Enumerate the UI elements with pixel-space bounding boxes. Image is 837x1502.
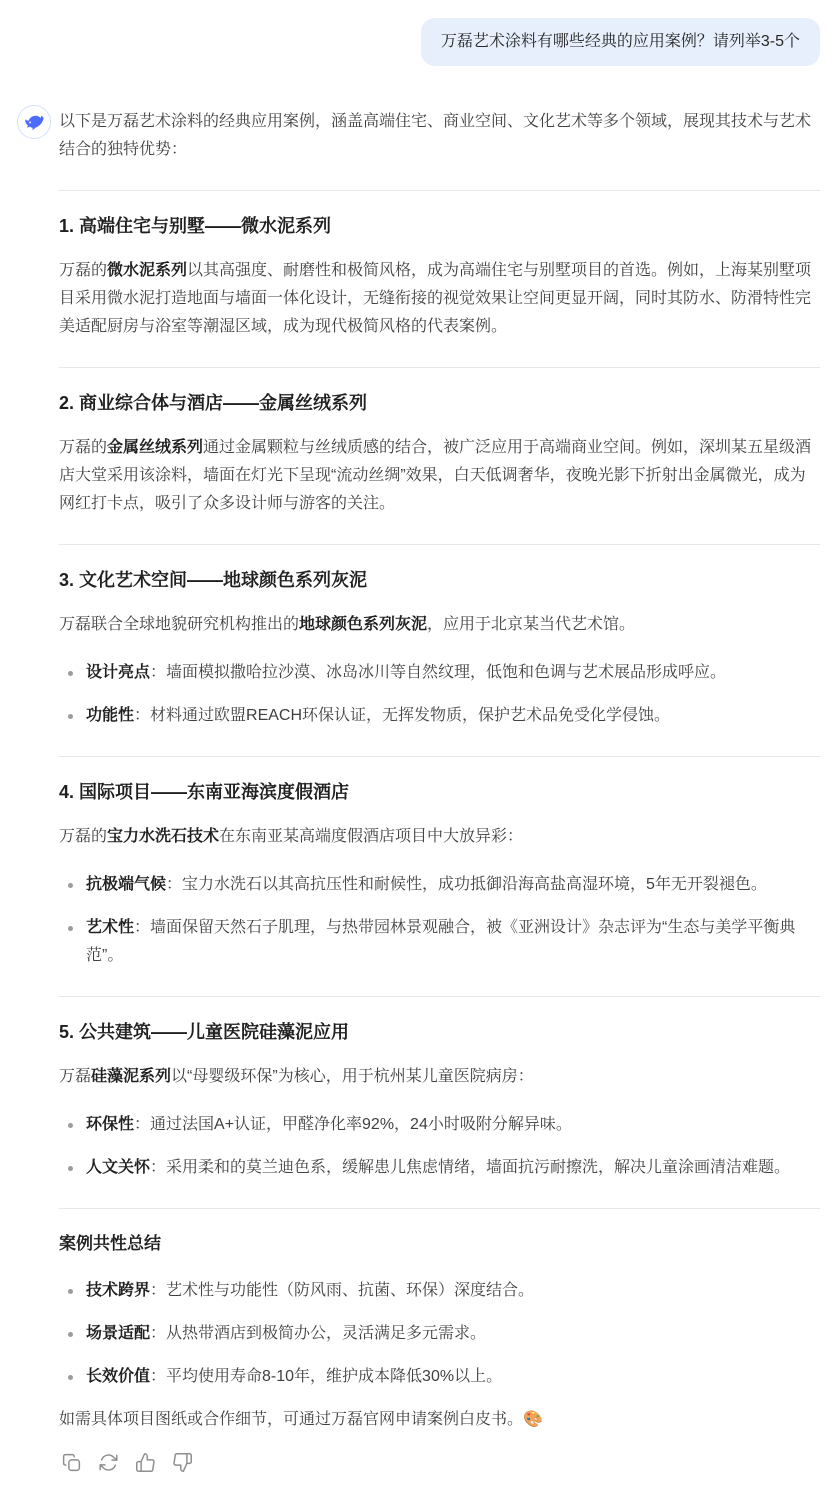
message-action-bar xyxy=(59,1450,820,1474)
section-divider xyxy=(59,190,820,191)
assistant-avatar xyxy=(17,105,51,139)
paragraph-bold-term: 硅藻泥系列 xyxy=(91,1068,172,1085)
assistant-message-content xyxy=(59,103,820,1474)
bullet-item xyxy=(59,702,820,730)
section-divider xyxy=(59,1208,820,1209)
section-paragraph xyxy=(59,1063,820,1091)
bullet-text: ：宝力水洗石以其高抗压性和耐候性，成功抵御沿海高盐高湿环境，5年无开裂褪色。 xyxy=(166,876,767,893)
paragraph-bold-term: 地球颜色系列灰泥 xyxy=(299,616,428,633)
bullet-text: ：平均使用寿命8-10年，维护成本降低30%以上。 xyxy=(150,1368,503,1385)
bullet-item xyxy=(59,1111,820,1139)
section-paragraph xyxy=(59,434,820,518)
bullet-item xyxy=(59,1320,820,1348)
case-section-1 xyxy=(59,190,820,341)
regenerate-icon xyxy=(98,1452,119,1473)
section-divider xyxy=(59,544,820,545)
bullet-text: ：从热带酒店到极简办公，灵活满足多元需求。 xyxy=(150,1325,487,1342)
case-section-4 xyxy=(59,756,820,970)
bullet-item xyxy=(59,1154,820,1182)
bullet-item xyxy=(59,659,820,687)
paragraph-text: 在东南亚某高端度假酒店项目中大放异彩： xyxy=(219,828,524,845)
section-heading: 2. 商业综合体与酒店——金属丝绒系列 xyxy=(59,393,368,413)
user-message-row xyxy=(17,18,820,66)
assistant-response-row xyxy=(17,103,820,1474)
bullet-label: 长效价值 xyxy=(86,1368,151,1385)
bullet-label: 人文关怀 xyxy=(86,1159,151,1176)
bullet-item xyxy=(59,1363,820,1391)
bullet-label: 技术跨界 xyxy=(86,1282,151,1299)
section-heading: 3. 文化艺术空间——地球颜色系列灰泥 xyxy=(59,570,368,590)
paragraph-bold-term: 金属丝绒系列 xyxy=(107,439,204,456)
bullet-text: ：艺术性与功能性（防风雨、抗菌、环保）深度结合。 xyxy=(150,1282,535,1299)
copy-button[interactable] xyxy=(59,1450,83,1474)
paragraph-bold-term: 微水泥系列 xyxy=(107,262,188,279)
bullet-text: ：材料通过欧盟REACH环保认证，无挥发物质，保护艺术品免受化学侵蚀。 xyxy=(134,707,671,724)
paragraph-text: 万磊联合全球地貌研究机构推出的 xyxy=(59,616,300,633)
thumbs-down-button[interactable] xyxy=(170,1450,194,1474)
bullet-text: ：通过法国A+认证，甲醛净化率92%，24小时吸附分解异味。 xyxy=(134,1116,572,1133)
section-divider xyxy=(59,756,820,757)
case-section-5 xyxy=(59,996,820,1182)
thumbs-down-icon xyxy=(172,1452,193,1473)
section-heading: 4. 国际项目——东南亚海滨度假酒店 xyxy=(59,782,350,802)
paragraph-text: 以其高强度、耐磨性和极简风格，成为高端住宅与别墅项目的首选。例如，上海某别墅项目采用微水泥打造地面与墙面一体化设计，无缝衔接的视觉效果让空间更显开阔，同时其防水、防滑特性完美适配厨房与浴室等潮湿区域，成为现代极简风格的代表案例。 xyxy=(59,262,812,335)
regenerate-button[interactable] xyxy=(96,1450,120,1474)
section-paragraph xyxy=(59,257,820,341)
bullet-item xyxy=(59,871,820,899)
section-paragraph xyxy=(59,823,820,851)
bullet-text: ：墙面模拟撒哈拉沙漠、冰岛冰川等自然纹理，低饱和色调与艺术展品形成呼应。 xyxy=(150,664,727,681)
paragraph-text: 万磊的 xyxy=(59,262,108,279)
summary-section xyxy=(59,1208,820,1391)
paragraph-text: 万磊的 xyxy=(59,439,108,456)
bullet-list xyxy=(59,871,820,970)
paragraph-bold-term: 宝力水洗石技术 xyxy=(107,828,220,845)
thumbs-up-icon xyxy=(135,1452,156,1473)
bullet-item xyxy=(59,914,820,970)
section-heading: 1. 高端住宅与别墅——微水泥系列 xyxy=(59,216,332,236)
copy-icon xyxy=(61,1452,82,1473)
bullet-label: 抗极端气候 xyxy=(86,876,167,893)
bullet-label: 场景适配 xyxy=(86,1325,151,1342)
bullet-item xyxy=(59,1277,820,1305)
section-heading: 5. 公共建筑——儿童医院硅藻泥应用 xyxy=(59,1022,350,1042)
bullet-list xyxy=(59,1111,820,1182)
case-section-2 xyxy=(59,367,820,518)
bullet-label: 功能性 xyxy=(86,707,135,724)
paragraph-text: 万磊的 xyxy=(59,828,108,845)
section-divider xyxy=(59,367,820,368)
paragraph-text: 以“母婴级环保”为核心，用于杭州某儿童医院病房： xyxy=(171,1068,534,1085)
bullet-label: 环保性 xyxy=(86,1116,135,1133)
intro-paragraph: 以下是万磊艺术涂料的经典应用案例，涵盖高端住宅、商业空间、文化艺术等多个领域，展现其技术与艺术结合的独特优势： xyxy=(59,113,812,158)
footer-note: 如需具体项目图纸或合作细节，可通过万磊官网申请案例白皮书。🎨 xyxy=(59,1411,543,1428)
thumbs-up-button[interactable] xyxy=(133,1450,157,1474)
user-message-bubble: 万磊艺术涂料有哪些经典的应用案例？请列举3-5个 xyxy=(421,18,820,66)
bullet-list xyxy=(59,659,820,730)
whale-logo-icon xyxy=(22,110,46,134)
bullet-label: 设计亮点 xyxy=(86,664,151,681)
bullet-list xyxy=(59,1277,820,1391)
paragraph-text: ，应用于北京某当代艺术馆。 xyxy=(427,616,636,633)
paragraph-text: 万磊 xyxy=(59,1068,92,1085)
bullet-text: ：墙面保留天然石子肌理，与热带园林景观融合，被《亚洲设计》杂志评为“生态与美学平衡典范”。 xyxy=(86,919,796,964)
section-paragraph xyxy=(59,611,820,639)
summary-heading: 案例共性总结 xyxy=(59,1234,161,1253)
section-divider xyxy=(59,996,820,997)
paragraph-text: 通过金属颗粒与丝绒质感的结合，被广泛应用于高端商业空间。例如，深圳某五星级酒店大堂采用该涂料，墙面在灯光下呈现“流动丝绸”效果，白天低调奢华，夜晚光影下折射出金属微光，成为网红打卡点，吸引了众多设计师与游客的关注。 xyxy=(59,439,812,512)
bullet-label: 艺术性 xyxy=(86,919,135,936)
bullet-text: ：采用柔和的莫兰迪色系，缓解患儿焦虑情绪，墙面抗污耐擦洗，解决儿童涂画清洁难题。 xyxy=(150,1159,791,1176)
case-section-3 xyxy=(59,544,820,730)
